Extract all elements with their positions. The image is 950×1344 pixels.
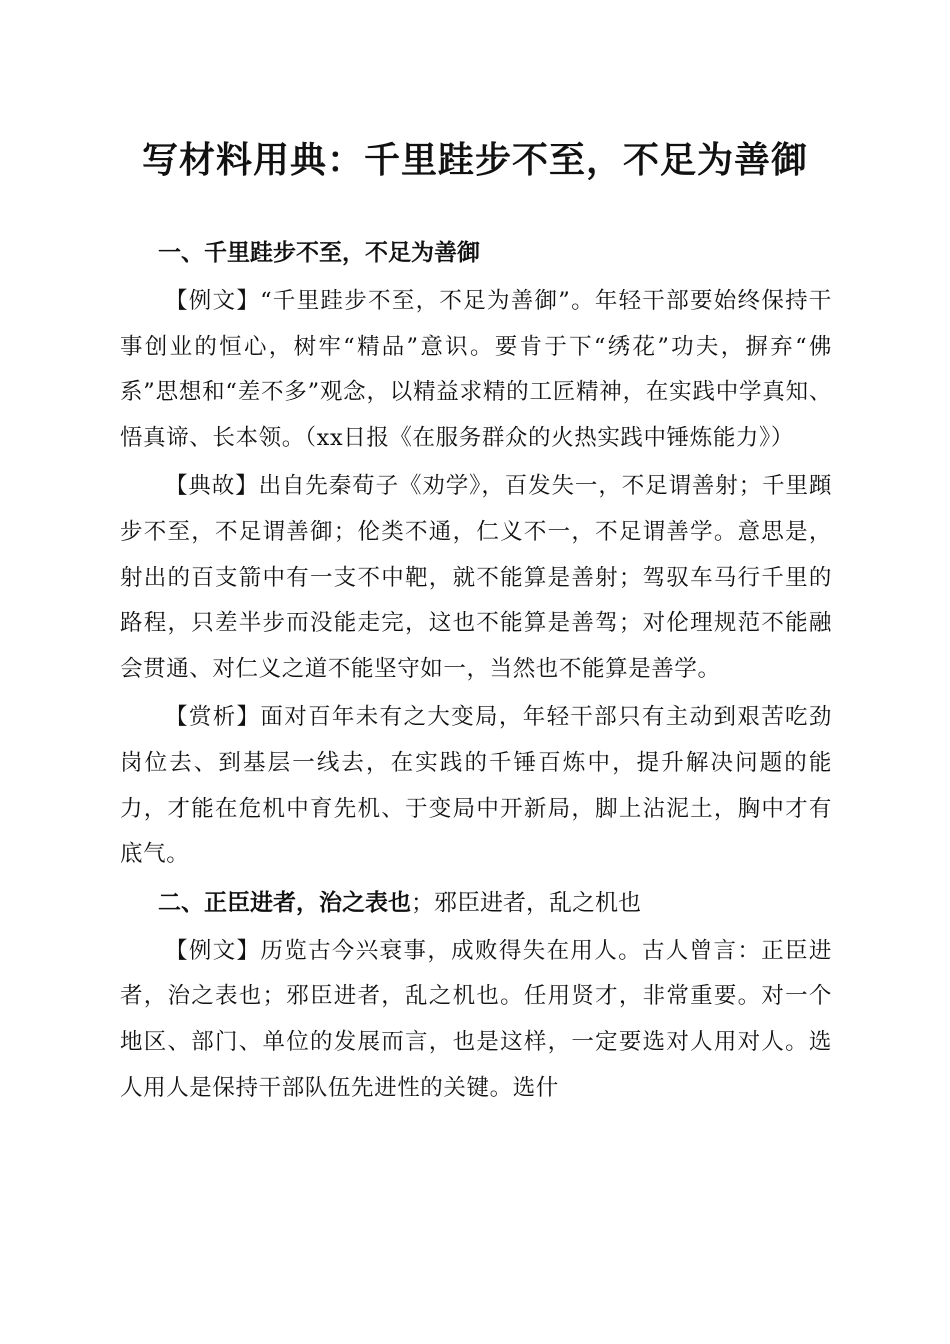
section-heading-2-bold: 二、正臣进者，治之表也 [158, 889, 411, 916]
document-body [120, 231, 832, 1114]
section-heading-2 [120, 881, 832, 926]
section-heading-1-bold: 一、千里跬步不至，不足为善御 [158, 240, 480, 266]
document-title: 写材料用典：千里跬步不至，不足为善御 [141, 139, 808, 181]
section-heading-1 [120, 231, 832, 276]
paragraph-example-1: 【例文】“千里跬步不至，不足为善御”。年轻干部要始终保持干事创业的恒心，树牢“精品”意识。要肯于下“绣花”功夫，摒弃“佛系”思想和“差不多”观念，以精益求精的工匠精神，在实践中学真知、悟真谛、长本领。（xx日报《在服务群众的火热实践中锤炼能力》） [120, 288, 832, 451]
paragraph-example-2: 【例文】历览古今兴衰事，成败得失在用人。古人曾言：正臣进者，治之表也；邪臣进者，乱之机也。任用贤才，非常重要。对一个地区、部门、单位的发展而言，也是这样，一定要选对人用对人。选人用人是保持干部队伍先进性的关键。选什 [120, 937, 832, 1101]
paragraph-analysis-1: 【赏析】面对百年未有之大变局，年轻干部只有主动到艰苦吃劲岗位去、到基层一线去，在实践的千锤百炼中，提升解决问题的能力，才能在危机中育先机、于变局中开新局，脚上沾泥土，胸中才有底气。 [120, 704, 832, 868]
paragraph-allusion-1: 【典故】出自先秦荀子《劝学》，百发失一，不足谓善射；千里蹞步不至，不足谓善御；伦类不通，仁义不一，不足谓善学。意思是，射出的百支箭中有一支不中靶，就不能算是善射；驾驭车马行千里的路程，只差半步而没能走完，这也不能算是善驾；对伦理规范不能融会贯通、对仁义之道不能坚守如一，当然也不能算是善学。 [120, 473, 832, 682]
section-heading-2-normal: ；邪臣进者，乱之机也 [411, 889, 641, 916]
